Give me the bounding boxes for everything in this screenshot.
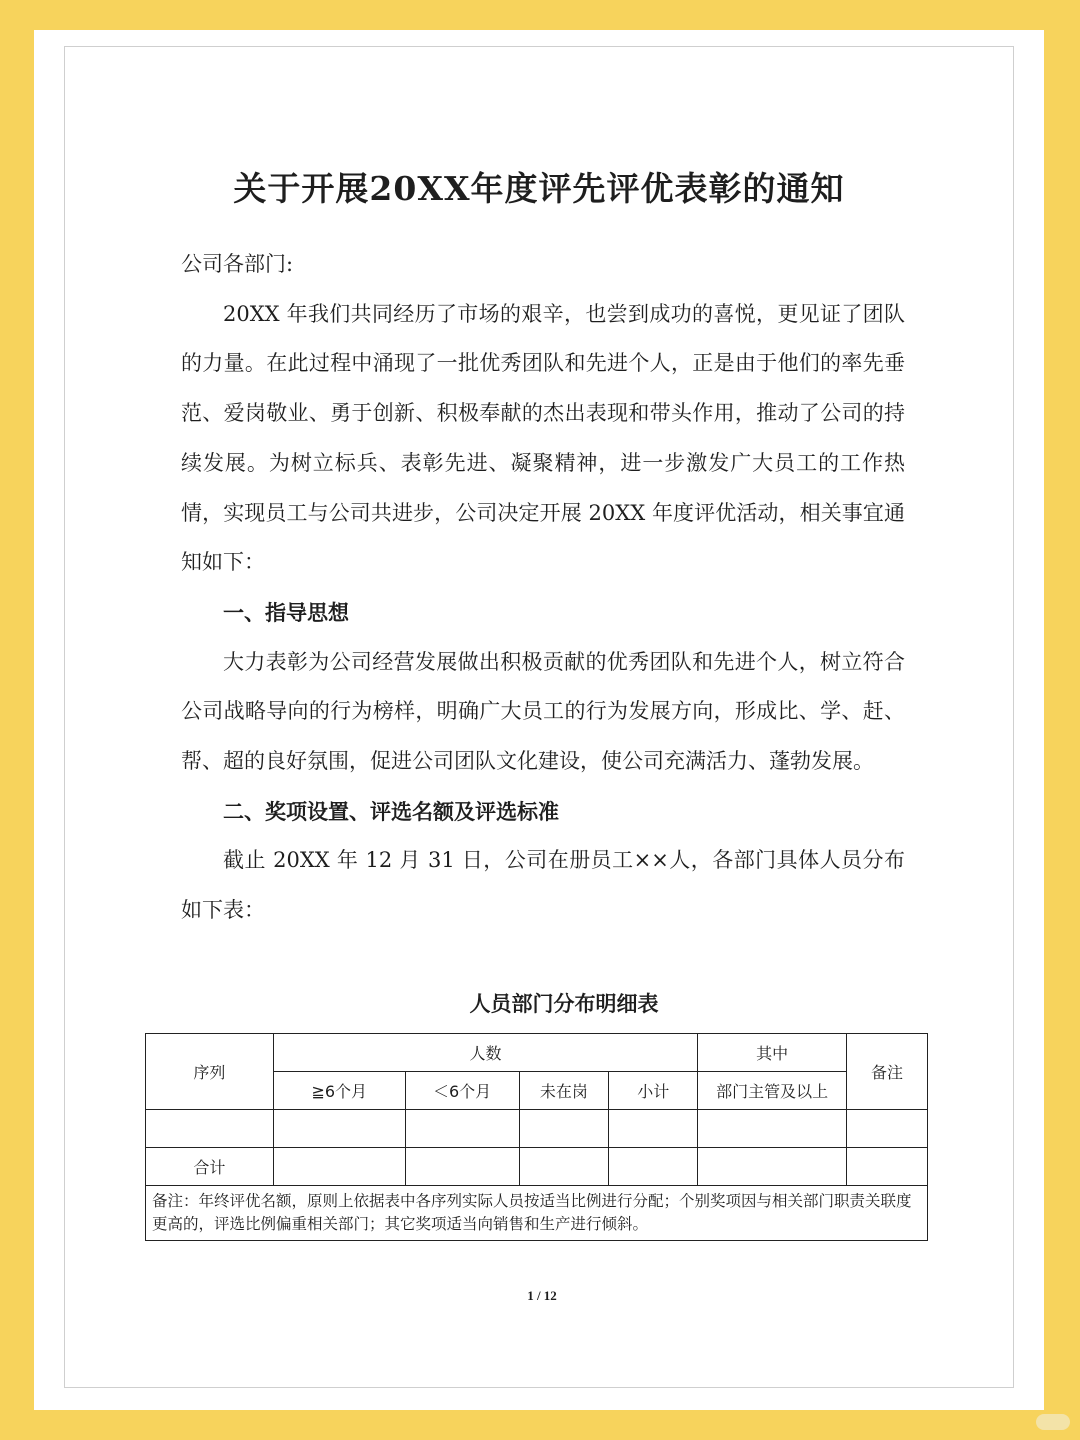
page-number: 1 / 12 [527, 1288, 557, 1303]
intro-paragraph: 20XX 年我们共同经历了市场的艰辛，也尝到成功的喜悦，更见证了团队的力量。在此过程中涌现了一批优秀团队和先进个人，正是由于他们的率先垂范、爱岗敬业、勇于创新、积极奉献的杰出表现和带头作用，推动了公司的持续发展。为树立标兵、表彰先进、凝聚精神，进一步激发广大员工的工作热情，实现员工与公司共进步，公司决定开展 20XX 年度评优活动，相关事宜通知如下： [181, 301, 905, 575]
table-cell [847, 1148, 928, 1186]
header-count: 人数 [273, 1034, 697, 1072]
table-cell [273, 1148, 405, 1186]
table-cell [519, 1148, 609, 1186]
header-among: 其中 [698, 1034, 847, 1072]
table-cell [698, 1110, 847, 1148]
subheader-absent: 未在岗 [519, 1072, 609, 1110]
table-cell [146, 1110, 274, 1148]
corner-badge [1036, 1414, 1070, 1430]
section-2-heading: 二、奖项设置、评选名额及评选标准 [223, 798, 559, 824]
subheader-manager: 部门主管及以上 [698, 1072, 847, 1110]
table-cell [405, 1110, 519, 1148]
subheader-ge6: ≧6个月 [273, 1072, 405, 1110]
section-1-heading: 一、指导思想 [223, 599, 349, 625]
header-seq: 序列 [146, 1034, 274, 1110]
section-2-text: 截止 20XX 年 12 月 31 日，公司在册员工××人，各部门具体人员分布如下表： [181, 848, 905, 923]
staff-distribution-table [145, 1033, 928, 1241]
salutation: 公司各部门: [181, 252, 294, 276]
document-title: 关于开展20XX年度评先评优表彰的通知 [233, 169, 845, 208]
table-note: 备注：年终评优名额，原则上依据表中各序列实际人员按适当比例进行分配；个别奖项因与相关部门职责关联度更高的，评选比例偏重相关部门；其它奖项适当向销售和生产进行倾斜。 [146, 1186, 928, 1241]
header-remark: 备注 [847, 1034, 928, 1110]
subheader-subtotal: 小计 [609, 1072, 698, 1110]
table-note-row [146, 1186, 928, 1241]
document-body [181, 240, 905, 936]
table-cell [698, 1148, 847, 1186]
table-cell [519, 1110, 609, 1148]
document-page [34, 30, 1044, 1410]
table-cell [847, 1110, 928, 1148]
total-label: 合计 [146, 1148, 274, 1186]
table-cell [405, 1148, 519, 1186]
table-cell [609, 1110, 698, 1148]
table-row [146, 1110, 928, 1148]
table-cell [273, 1110, 405, 1148]
section-1-text: 大力表彰为公司经营发展做出积极贡献的优秀团队和先进个人，树立符合公司战略导向的行为榜样，明确广大员工的行为发展方向，形成比、学、赶、帮、超的良好氛围，促进公司团队文化建设，使公司充满活力、蓬勃发展。 [181, 649, 905, 774]
table-cell [609, 1148, 698, 1186]
table-header-row [146, 1034, 928, 1072]
subheader-lt6: ＜6个月 [405, 1072, 519, 1110]
table-title: 人员部门分布明细表 [469, 991, 659, 1016]
table-total-row [146, 1148, 928, 1186]
